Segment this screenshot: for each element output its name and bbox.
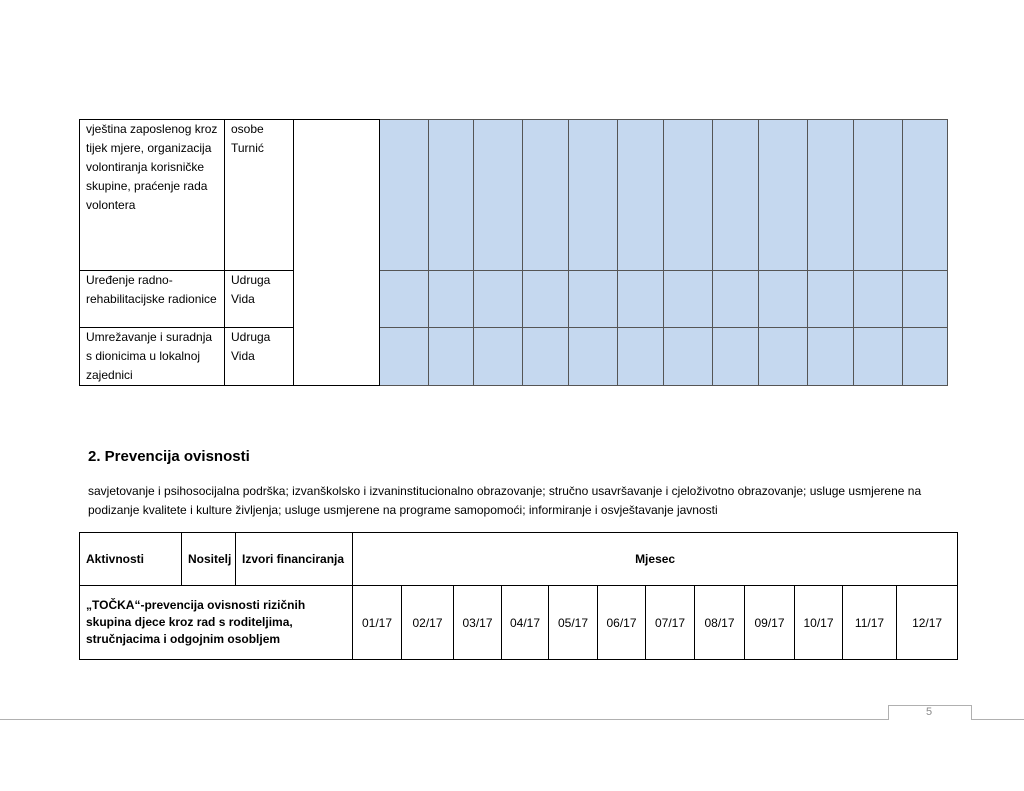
header-holder: Nositelj [182,533,236,586]
holder-cell: Udruga Vida [225,328,294,386]
month-cell [759,271,808,328]
month-cell [713,271,759,328]
month-cell [903,271,948,328]
header-month: Mjesec [353,533,958,586]
month-cell [808,328,854,386]
month-label: 05/17 [549,586,598,660]
month-cell [808,120,854,271]
month-cell [618,328,664,386]
header-activities: Aktivnosti [80,533,182,586]
month-cell [523,271,569,328]
month-cell [523,328,569,386]
month-cell [569,328,618,386]
month-cell [713,328,759,386]
schedule-table [79,532,958,660]
month-cell [618,120,664,271]
month-label: 01/17 [353,586,402,660]
month-cell [713,120,759,271]
month-cell [569,120,618,271]
schedule-table-continued [79,119,948,386]
holder-cell: osobe Turnić [225,120,294,271]
month-cell [474,271,523,328]
month-cell [523,120,569,271]
header-funding: Izvori financiranja [236,533,353,586]
footer-divider [0,719,1024,720]
section-title: 2. Prevencija ovisnosti [88,448,250,465]
month-label: 06/17 [598,586,646,660]
funding-cell [294,120,380,386]
month-cell [429,328,474,386]
month-label: 10/17 [795,586,843,660]
month-label: 07/17 [646,586,695,660]
holder-cell: Udruga Vida [225,271,294,328]
section-description: savjetovanje i psihosocijalna podrška; izvanškolsko i izvaninstitucionalno obrazovanje; stručno usavršavanje i cjeloživotno obrazovanje; usluge usmjerene na podizanje kvalitete i kulture življenja; usluge usmjerene na programe samopomoći; informiranje i osvještavanje javnosti [88,484,922,517]
activity-cell: Umrežavanje i suradnja s dionicima u lokalnoj zajednici [80,328,225,386]
table-row [80,120,948,271]
month-cell [903,328,948,386]
table-row [80,586,958,660]
header-row [80,533,958,586]
month-cell [759,328,808,386]
month-cell [664,271,713,328]
month-cell [759,120,808,271]
month-label: 02/17 [402,586,454,660]
month-label: 08/17 [695,586,745,660]
activity-cell: „TOČKA“-prevencija ovisnosti rizičnih skupina djece kroz rad s roditeljima, stručnjacima i odgojnim osobljem [80,586,353,660]
table-row [80,328,948,386]
month-cell [854,271,903,328]
month-cell [854,120,903,271]
month-label: 12/17 [897,586,958,660]
month-cell [429,120,474,271]
month-cell [854,328,903,386]
month-cell [474,120,523,271]
month-label: 03/17 [454,586,502,660]
month-cell [664,120,713,271]
page-number: 5 [925,706,933,718]
month-cell [474,328,523,386]
month-cell [380,120,429,271]
month-cell [380,328,429,386]
activity-cell: vještina zaposlenog kroz tijek mjere, organizacija volontiranja korisničke skupine, praćenje rada volontera [80,120,225,271]
month-cell [569,271,618,328]
activity-cell: Uređenje radno-rehabilitacijske radionice [80,271,225,328]
month-cell [429,271,474,328]
month-cell [664,328,713,386]
month-cell [903,120,948,271]
month-cell [618,271,664,328]
month-label: 09/17 [745,586,795,660]
month-cell [808,271,854,328]
month-cell [380,271,429,328]
month-label: 04/17 [502,586,549,660]
table-row [80,271,948,328]
month-label: 11/17 [843,586,897,660]
